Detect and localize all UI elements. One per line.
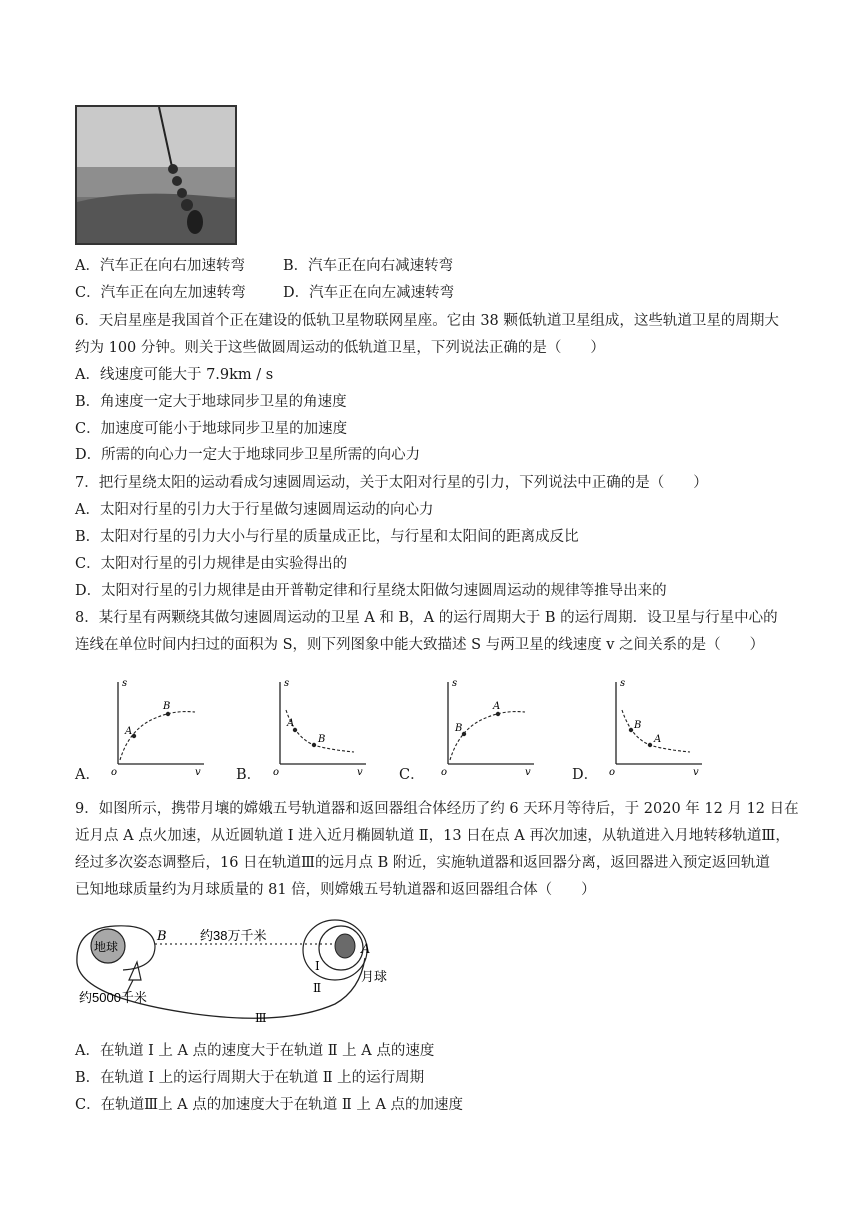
q9-stem-line3: 经过多次姿态调整后，16 日在轨道Ⅲ的远月点 B 附近，实施轨道器和返回器分离，返回器进入预定返回轨道 [75, 855, 770, 871]
q8-graph-d-axis-v: v [693, 767, 699, 777]
q8-graph-d-point-b: B [634, 720, 642, 731]
q8-graph-c-axis-v: v [525, 767, 531, 777]
q8-graph-c-axis-s: s [452, 678, 458, 689]
q9-stem-line4: 已知地球质量约为月球质量的 81 倍，则嫦娥五号轨道器和返回器组合体（ ） [75, 882, 596, 898]
q8-graph-a-origin: o [111, 767, 118, 777]
q9-orbit-diagram [75, 918, 415, 1030]
q8-graph-a [100, 672, 210, 777]
q8-graph-d-point-a: A [654, 734, 662, 745]
q9-orbit-1-label: Ⅰ [315, 959, 320, 973]
q8-stem-line2: 连线在单位时间内扫过的面积为 S，则下列图象中能大致描述 S 与两卫星的线速度 v 之间关系的是（ ） [75, 637, 765, 653]
q9-earth-label: 地球 [94, 940, 119, 954]
q7-option-c: C．太阳对行星的引力规律是由实验得出的 [75, 556, 348, 572]
q9-option-c: C．在轨道Ⅲ上 A 点的加速度大于在轨道 Ⅱ 上 A 点的加速度 [75, 1097, 464, 1113]
q8-graph-b-axis-s: s [284, 678, 290, 689]
q9-option-b: B．在轨道 Ⅰ 上的运行周期大于在轨道 Ⅱ 上的运行周期 [75, 1070, 425, 1086]
q8-option-b-label: B． [236, 767, 262, 783]
q9-distance-label: 约38万千米 [200, 928, 267, 943]
q8-graph-b [262, 672, 372, 777]
q7-stem: 7．把行星绕太阳的运动看成匀速圆周运动，关于太阳对行星的引力，下列说法中正确的是（ ） [75, 475, 708, 491]
q8-option-c-label: C． [399, 767, 425, 783]
q9-stem-line1: 9．如图所示，携带月壤的嫦娥五号轨道器和返回器组合体经历了约 6 天环月等待后，于 2020 年 12 月 12 日在 [75, 801, 799, 817]
q9-orbit-2-label: Ⅱ [313, 981, 322, 995]
q8-graph-a-point-a: A [125, 726, 133, 737]
q8-graph-b-point-b: B [318, 734, 326, 745]
q8-graph-b-axis-v: v [357, 767, 363, 777]
q8-graph-d-origin: o [609, 767, 616, 777]
q8-graph-a-axis-s: s [122, 678, 128, 689]
q9-orbit-3-label: Ⅲ [255, 1011, 267, 1025]
q5-option-a: A．汽车正在向右加速转弯 [75, 258, 245, 274]
q6-option-b: B．角速度一定大于地球同步卫星的角速度 [75, 394, 347, 410]
q8-graph-c [430, 672, 540, 777]
q6-option-d: D．所需的向心力一定大于地球同步卫星所需的向心力 [75, 447, 421, 463]
car-ornament-photo [75, 105, 237, 245]
q8-graph-c-point-b: B [455, 723, 463, 734]
q6-option-c: C．加速度可能小于地球同步卫星的加速度 [75, 421, 348, 437]
q9-stem-line2: 近月点 A 点火加速，从近圆轨道 Ⅰ 进入近月椭圆轨道 Ⅱ，13 日在点 A 再次加速，从轨道进入月地转移轨道Ⅲ， [75, 828, 790, 844]
q9-point-a-label: A [361, 942, 371, 957]
q8-graph-c-origin: o [441, 767, 448, 777]
q8-graph-a-axis-v: v [195, 767, 201, 777]
q9-point-b-label: B [157, 929, 167, 944]
q5-option-d: D．汽车正在向左减速转弯 [283, 285, 455, 301]
q9-moon-label: 月球 [361, 969, 388, 984]
q8-graph-d-axis-s: s [620, 678, 626, 689]
q7-option-b: B．太阳对行星的引力大小与行星的质量成正比，与行星和太阳间的距离成反比 [75, 529, 579, 545]
q5-option-c: C．汽车正在向左加速转弯 [75, 285, 246, 301]
q9-height-label: 约5000千米 [79, 990, 147, 1005]
q9-option-a: A．在轨道 Ⅰ 上 A 点的速度大于在轨道 Ⅱ 上 A 点的速度 [75, 1043, 435, 1059]
q8-graph-d [598, 672, 708, 777]
q8-stem-line1: 8．某行星有两颗绕其做匀速圆周运动的卫星 A 和 B，A 的运行周期大于 B 的运行周期．设卫星与行星中心的 [75, 610, 778, 626]
q8-option-a-label: A． [75, 767, 100, 783]
q6-option-a: A．线速度可能大于 7.9km / s [75, 367, 274, 383]
q8-graph-a-point-b: B [163, 701, 171, 712]
q6-stem-line1: 6．天启星座是我国首个正在建设的低轨卫星物联网星座。它由 38 颗低轨道卫星组成，这些轨道卫星的周期大 [75, 313, 779, 329]
q8-graph-c-point-a: A [493, 701, 501, 712]
q7-option-a: A．太阳对行星的引力大于行星做匀速圆周运动的向心力 [75, 502, 434, 518]
q6-stem-line2: 约为 100 分钟。则关于这些做圆周运动的低轨道卫星，下列说法正确的是（ ） [75, 340, 605, 356]
q8-graph-b-point-a: A [287, 718, 295, 729]
q5-option-b: B．汽车正在向右减速转弯 [283, 258, 454, 274]
q7-option-d: D．太阳对行星的引力规律是由开普勒定律和行星绕太阳做匀速圆周运动的规律等推导出来的 [75, 583, 667, 599]
q8-option-d-label: D． [572, 767, 599, 783]
q8-graph-b-origin: o [273, 767, 280, 777]
